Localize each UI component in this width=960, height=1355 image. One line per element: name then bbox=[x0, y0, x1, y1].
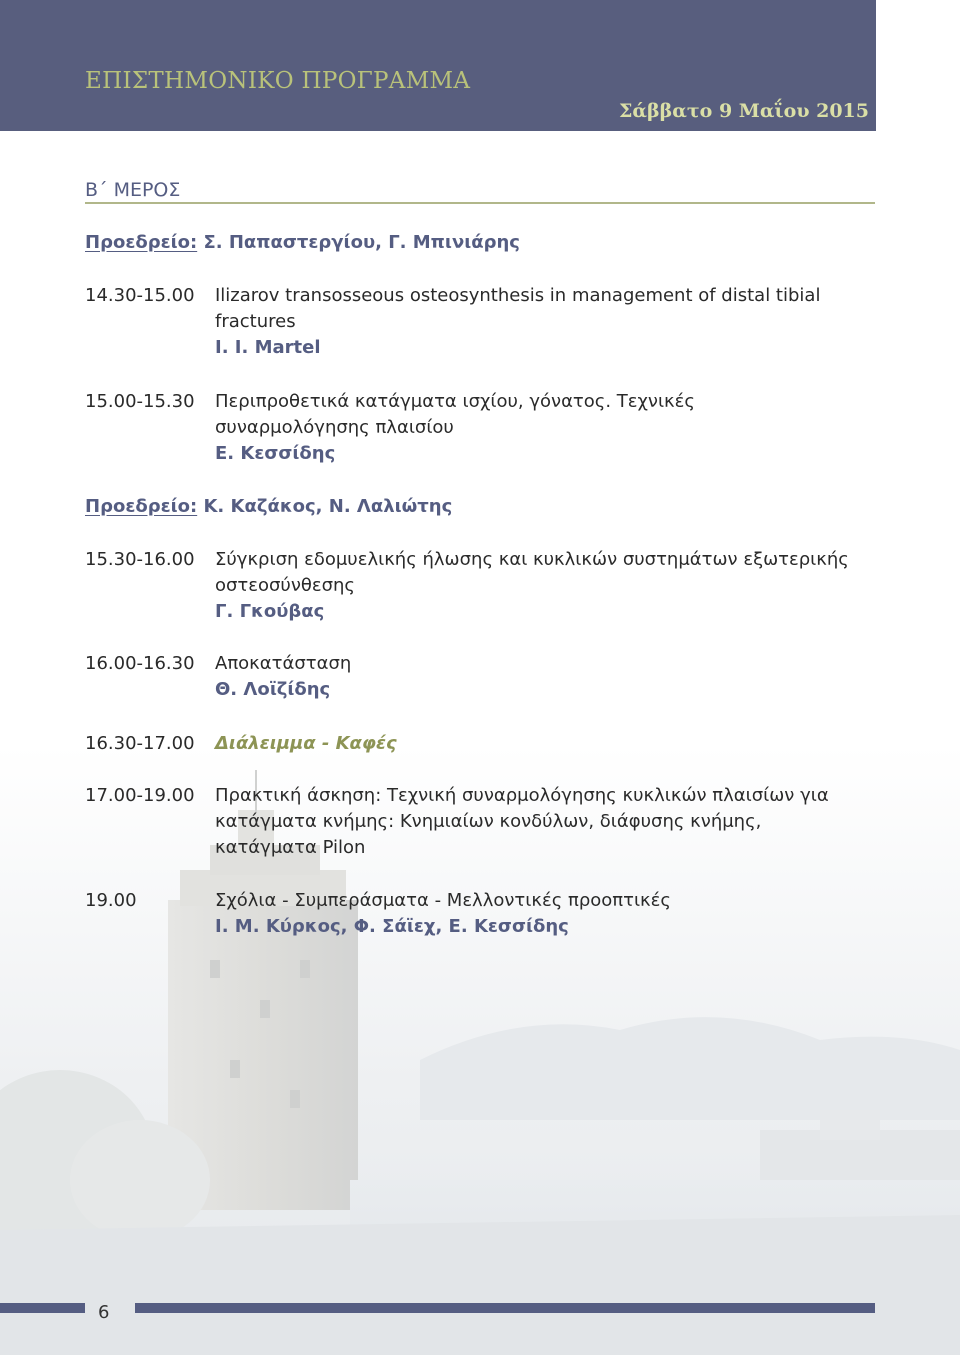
part-title: Β΄ ΜΕΡΟΣ bbox=[85, 179, 181, 201]
item-speaker: Γ. Γκούβας bbox=[215, 601, 325, 622]
item-time: 19.00 bbox=[85, 890, 137, 911]
item-body bbox=[215, 547, 855, 625]
item-time: 14.30-15.00 bbox=[85, 285, 195, 306]
item-time: 15.00-15.30 bbox=[85, 391, 195, 412]
item-title: Πρακτική άσκηση: Τεχνική συναρμολόγησης κυκλικών πλαισίων για κατάγματα κνήμης: Κνημιαίων κονδύλων, διάφυσης κνήμης, κατάγματα Pilon bbox=[215, 785, 829, 858]
item-time: 17.00-19.00 bbox=[85, 785, 195, 806]
item-body bbox=[215, 888, 855, 940]
item-speaker: Ι. Μ. Κύρκος, Φ. Σάϊεχ, Ε. Κεσσίδης bbox=[215, 916, 569, 937]
presidium-label: Προεδρείο: bbox=[85, 496, 198, 517]
item-title: Σχόλια - Συμπεράσματα - Μελλοντικές προοπτικές bbox=[215, 890, 671, 911]
item-title: Αποκατάσταση bbox=[215, 653, 352, 674]
item-speaker: I. I. Martel bbox=[215, 337, 321, 358]
item-body bbox=[215, 731, 855, 757]
footer-bar-left bbox=[0, 1303, 85, 1313]
presidium-names: Σ. Παπαστεργίου, Γ. Μπινιάρης bbox=[197, 232, 520, 253]
item-time: 16.00-16.30 bbox=[85, 653, 195, 674]
item-title: Διάλειμμα - Καφές bbox=[215, 733, 397, 754]
page-number: 6 bbox=[98, 1302, 110, 1323]
item-title: Περιπροθετικά κατάγματα ισχίου, γόνατος. Τεχνικές συναρμολόγησης πλαισίου bbox=[215, 391, 695, 438]
item-time: 15.30-16.00 bbox=[85, 549, 195, 570]
item-body bbox=[215, 651, 855, 703]
item-speaker: Θ. Λοϊζίδης bbox=[215, 679, 331, 700]
item-speaker: Ε. Κεσσίδης bbox=[215, 443, 336, 464]
presidium-names: Κ. Καζάκος, Ν. Λαλιώτης bbox=[197, 496, 453, 517]
program-date: Σάββατο 9 Μαΐου 2015 bbox=[618, 100, 869, 122]
item-time: 16.30-17.00 bbox=[85, 733, 195, 754]
item-body bbox=[215, 783, 855, 861]
item-body bbox=[215, 389, 855, 467]
item-body bbox=[215, 283, 855, 361]
footer-bar-right bbox=[135, 1303, 875, 1313]
page-title: ΕΠΙΣΤΗΜΟΝΙΚΟ ΠΡΟΓΡΑΜΜΑ bbox=[85, 68, 471, 94]
presidium-2 bbox=[85, 496, 452, 517]
section-divider bbox=[85, 202, 875, 204]
item-title: Ilizarov transosseous osteosynthesis in management of distal tibial fractures bbox=[215, 285, 821, 332]
presidium-label: Προεδρείο: bbox=[85, 232, 198, 253]
presidium-1 bbox=[85, 232, 520, 253]
item-title: Σύγκριση εδομυελικής ήλωσης και κυκλικών συστημάτων εξωτερικής οστεοσύνθεσης bbox=[215, 549, 849, 596]
